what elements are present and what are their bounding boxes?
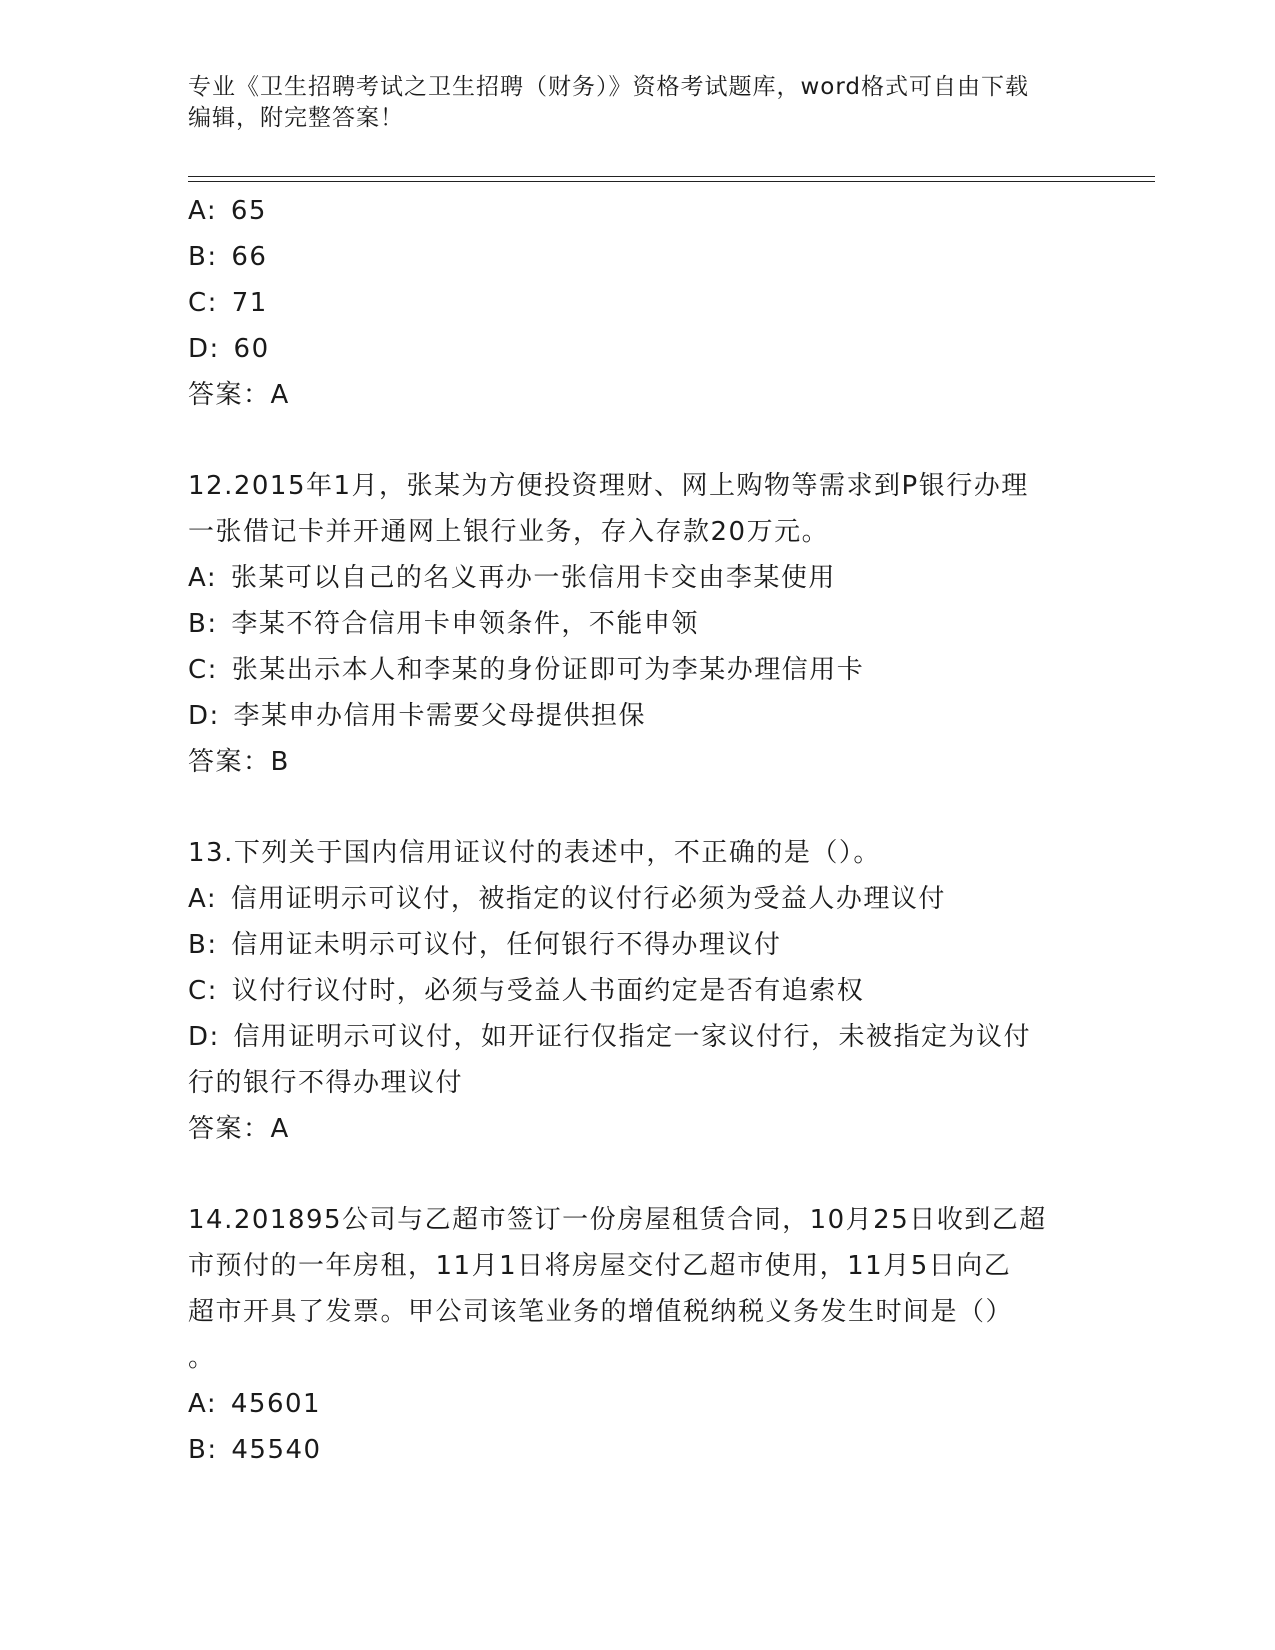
header-divider-bottom — [188, 181, 1155, 182]
option-label: D: — [188, 334, 220, 364]
spacer — [188, 418, 1088, 463]
option-text: 信用证未明示可议付，任何银行不得办理议付 — [231, 930, 782, 960]
option-a — [188, 188, 1088, 234]
option-text: 45601 — [230, 1389, 322, 1419]
option-text: 议付行议付时，必须与受益人书面约定是否有追索权 — [231, 976, 865, 1006]
option-label: A: — [188, 1389, 218, 1419]
option-text: 信用证明示可议付，被指定的议付行必须为受益人办理议付 — [230, 884, 946, 914]
option-label: C: — [188, 976, 218, 1006]
option-b — [188, 1427, 1088, 1473]
option-a — [188, 876, 1088, 922]
header-line-2: 编辑，附完整答案！ — [188, 105, 404, 131]
question-block-14 — [188, 1197, 1088, 1473]
option-c — [188, 280, 1088, 326]
option-label: B: — [188, 609, 218, 639]
question-stem-line: 一张借记卡并开通网上银行业务，存入存款20万元。 — [188, 517, 830, 547]
header-line-1: 专业《卫生招聘考试之卫生招聘（财务）》资格考试题库，word格式可自由下载 — [188, 74, 1030, 100]
option-label: C: — [188, 655, 218, 685]
document-header — [188, 72, 1068, 134]
header-divider-top — [188, 176, 1155, 177]
option-label: A: — [188, 196, 218, 226]
answer-line: 答案：B — [188, 747, 290, 777]
option-text: 60 — [233, 334, 270, 364]
answer-line: 答案：A — [188, 1114, 290, 1144]
option-text: 李某申办信用卡需要父母提供担保 — [233, 701, 647, 731]
spacer — [188, 1152, 1088, 1197]
question-block-13 — [188, 830, 1088, 1152]
option-d-continuation: 行的银行不得办理议付 — [188, 1068, 464, 1098]
option-label: B: — [188, 242, 218, 272]
option-label: D: — [188, 701, 220, 731]
option-b — [188, 922, 1088, 968]
question-stem-line: 14.201895公司与乙超市签订一份房屋租赁合同，10月25日收到乙超 — [188, 1205, 1047, 1235]
option-text: 71 — [231, 288, 268, 318]
question-stem-line: 超市开具了发票。甲公司该笔业务的增值税纳税义务发生时间是（） — [188, 1297, 1014, 1327]
question-stem-line: 12.2015年1月，张某为方便投资理财、网上购物等需求到P银行办理 — [188, 471, 1029, 501]
question-stem-line: 市预付的一年房租，11月1日将房屋交付乙超市使用，11月5日向乙 — [188, 1251, 1012, 1281]
option-text: 65 — [230, 196, 267, 226]
spacer — [188, 785, 1088, 830]
option-a — [188, 555, 1088, 601]
answer-line: 答案：A — [188, 380, 290, 410]
option-text: 66 — [231, 242, 268, 272]
option-b — [188, 234, 1088, 280]
option-text: 张某可以自己的名义再办一张信用卡交由李某使用 — [230, 563, 836, 593]
option-c — [188, 647, 1088, 693]
option-text: 张某出示本人和李某的身份证即可为李某办理信用卡 — [231, 655, 865, 685]
option-label: B: — [188, 930, 218, 960]
option-text: 李某不符合信用卡申领条件，不能申领 — [231, 609, 699, 639]
option-label: D: — [188, 1022, 220, 1052]
option-d — [188, 693, 1088, 739]
option-label: C: — [188, 288, 218, 318]
option-text: 45540 — [231, 1435, 322, 1465]
option-label: B: — [188, 1435, 218, 1465]
question-stem-line: 。 — [188, 1343, 216, 1373]
question-block-12 — [188, 463, 1088, 785]
option-c — [188, 968, 1088, 1014]
option-d — [188, 326, 1088, 372]
option-label: A: — [188, 563, 218, 593]
question-stem-line: 13.下列关于国内信用证议付的表述中，不正确的是（）。 — [188, 838, 881, 868]
option-label: A: — [188, 884, 218, 914]
document-body — [188, 188, 1088, 1473]
option-a — [188, 1381, 1088, 1427]
option-text: 信用证明示可议付，如开证行仅指定一家议付行，未被指定为议付 — [233, 1022, 1032, 1052]
option-b — [188, 601, 1088, 647]
option-d — [188, 1014, 1088, 1060]
question-block-prev — [188, 188, 1088, 418]
